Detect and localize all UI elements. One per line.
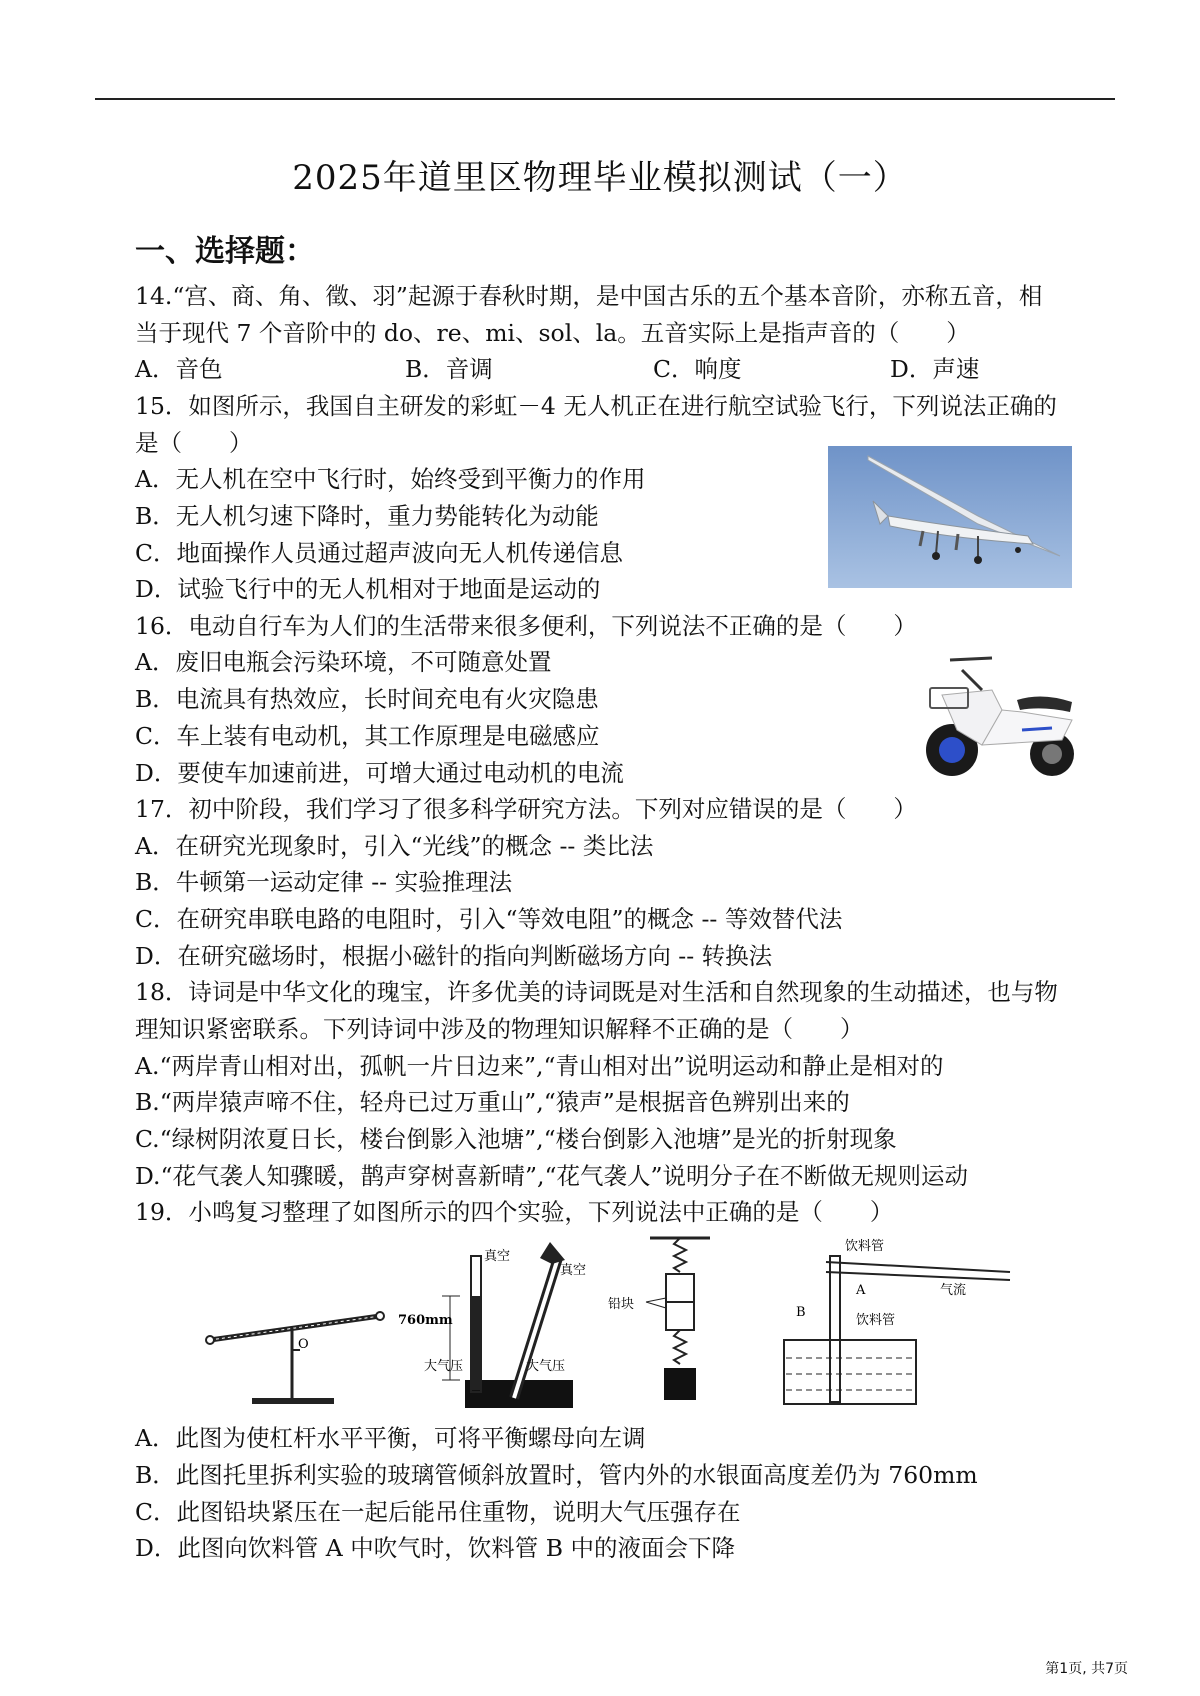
page-title: 2025年道里区物理毕业模拟测试（一） [292,158,908,198]
q17-option-c: C．在研究串联电路的电阻时，引入“等效电阻”的概念 -- 等效替代法 [135,905,843,933]
q16-option-c: C．车上装有电动机，其工作原理是电磁感应 [135,722,600,750]
q18-option-b: B.“两岸猿声啼不住，轻舟已过万重山”,“猿声”是根据音色辨别出来的 [135,1088,850,1116]
header-rule [95,98,1115,100]
straw-top-label: 饮料管 [845,1239,885,1254]
q18-option-c: C.“绿树阴浓夏日长，楼台倒影入池塘”,“楼台倒影入池塘”是光的折射现象 [135,1125,897,1153]
q15-option-d: D．试验飞行中的无人机相对于地面是运动的 [135,575,601,603]
straw-b-label: B [796,1305,806,1320]
q16-option-a: A．废旧电瓶会污染环境，不可随意处置 [135,648,552,676]
atm-label-2: 大气压 [526,1359,566,1374]
atm-label-1: 大气压 [424,1359,464,1374]
lead-label: 铅块 [608,1297,635,1312]
q19-option-a: A．此图为使杠杆水平平衡，可将平衡螺母向左调 [135,1424,646,1452]
q18-stem-line2: 理知识紧密联系。下列诗词中涉及的物理知识解释不正确的是（ ） [135,1015,864,1043]
section-heading: 一、选择题： [135,234,315,269]
airflow-label: 气流 [940,1283,967,1298]
q16-option-d: D．要使车加速前进，可增大通过电动机的电流 [135,759,624,787]
q18-option-d: D.“花气袭人知骤暖，鹊声穿树喜新晴”,“花气袭人”说明分子在不断做无规则运动 [135,1162,968,1190]
q16-stem: 16．电动自行车为人们的生活带来很多便利，下列说法不正确的是（ ） [135,612,917,640]
lead-blocks-figure [608,1238,710,1400]
lever-figure [206,1312,384,1404]
q14-option-c: C．响度 [653,355,742,383]
q19-stem: 19．小鸣复习整理了如图所示的四个实验，下列说法中正确的是（ ） [135,1198,894,1226]
straw-b-tube-label: 饮料管 [856,1313,896,1328]
q14-option-a: A．音色 [135,355,223,383]
q15-stem-line1: 15．如图所示，我国自主研发的彩虹－4 无人机正在进行航空试验飞行，下列说法正确的 [135,392,1057,420]
q19-experiments-figure [180,1232,1030,1412]
height-760mm-label: 760mm [398,1313,453,1328]
q19-option-b: B．此图托里拆利实验的玻璃管倾斜放置时，管内外的水银面高度差仍为 760mm [135,1461,978,1489]
q16-option-b: B．电流具有热效应，长时间充电有火灾隐患 [135,685,599,713]
torricelli-figure [398,1242,586,1408]
handlebar [950,658,992,660]
q17-option-d: D．在研究磁场时，根据小磁针的指向判断磁场方向 -- 转换法 [135,942,773,970]
vacuum-label-1: 真空 [484,1249,511,1264]
q15-option-a: A．无人机在空中飞行时，始终受到平衡力的作用 [135,465,646,493]
q14-stem-line1: 14.“宫、商、角、徵、羽”起源于春秋时期，是中国古乐的五个基本音阶，亦称五音，相 [135,282,1043,310]
q15-option-c: C．地面操作人员通过超声波向无人机传递信息 [135,539,623,567]
q17-stem: 17．初中阶段，我们学习了很多科学研究方法。下列对应错误的是（ ） [135,795,917,823]
drone-photo [828,446,1072,588]
q17-option-a: A．在研究光现象时，引入“光线”的概念 -- 类比法 [135,832,654,860]
page-number: 第1页, 共7页 [1045,1661,1128,1677]
q14-stem-line2: 当于现代 7 个音阶中的 do、re、mi、sol、la。五音实际上是指声音的（ ） [135,319,970,347]
q14-option-b: B．音调 [405,355,493,383]
q15-option-b: B．无人机匀速下降时，重力势能转化为动能 [135,502,599,530]
straw-a-label: A [856,1283,866,1298]
lever-pivot-label: O [298,1337,309,1352]
q18-option-a: A.“两岸青山相对出，孤帆一片日边来”,“青山相对出”说明运动和静止是相对的 [135,1052,944,1080]
vacuum-label-2: 真空 [560,1263,587,1278]
seat [1017,696,1072,712]
electric-bike-photo [922,650,1080,785]
q14-option-d: D．声速 [890,355,980,383]
q17-option-b: B．牛顿第一运动定律 -- 实验推理法 [135,868,513,896]
q19-option-d: D．此图向饮料管 A 中吹气时，饮料管 B 中的液面会下降 [135,1534,735,1562]
q18-stem-line1: 18．诗词是中华文化的瑰宝，许多优美的诗词既是对生活和自然现象的生动描述，也与物 [135,978,1058,1006]
straw-figure [784,1238,1010,1404]
q15-stem-line2: 是（ ） [135,429,253,457]
q19-option-c: C．此图铅块紧压在一起后能吊住重物，说明大气压强存在 [135,1498,741,1526]
